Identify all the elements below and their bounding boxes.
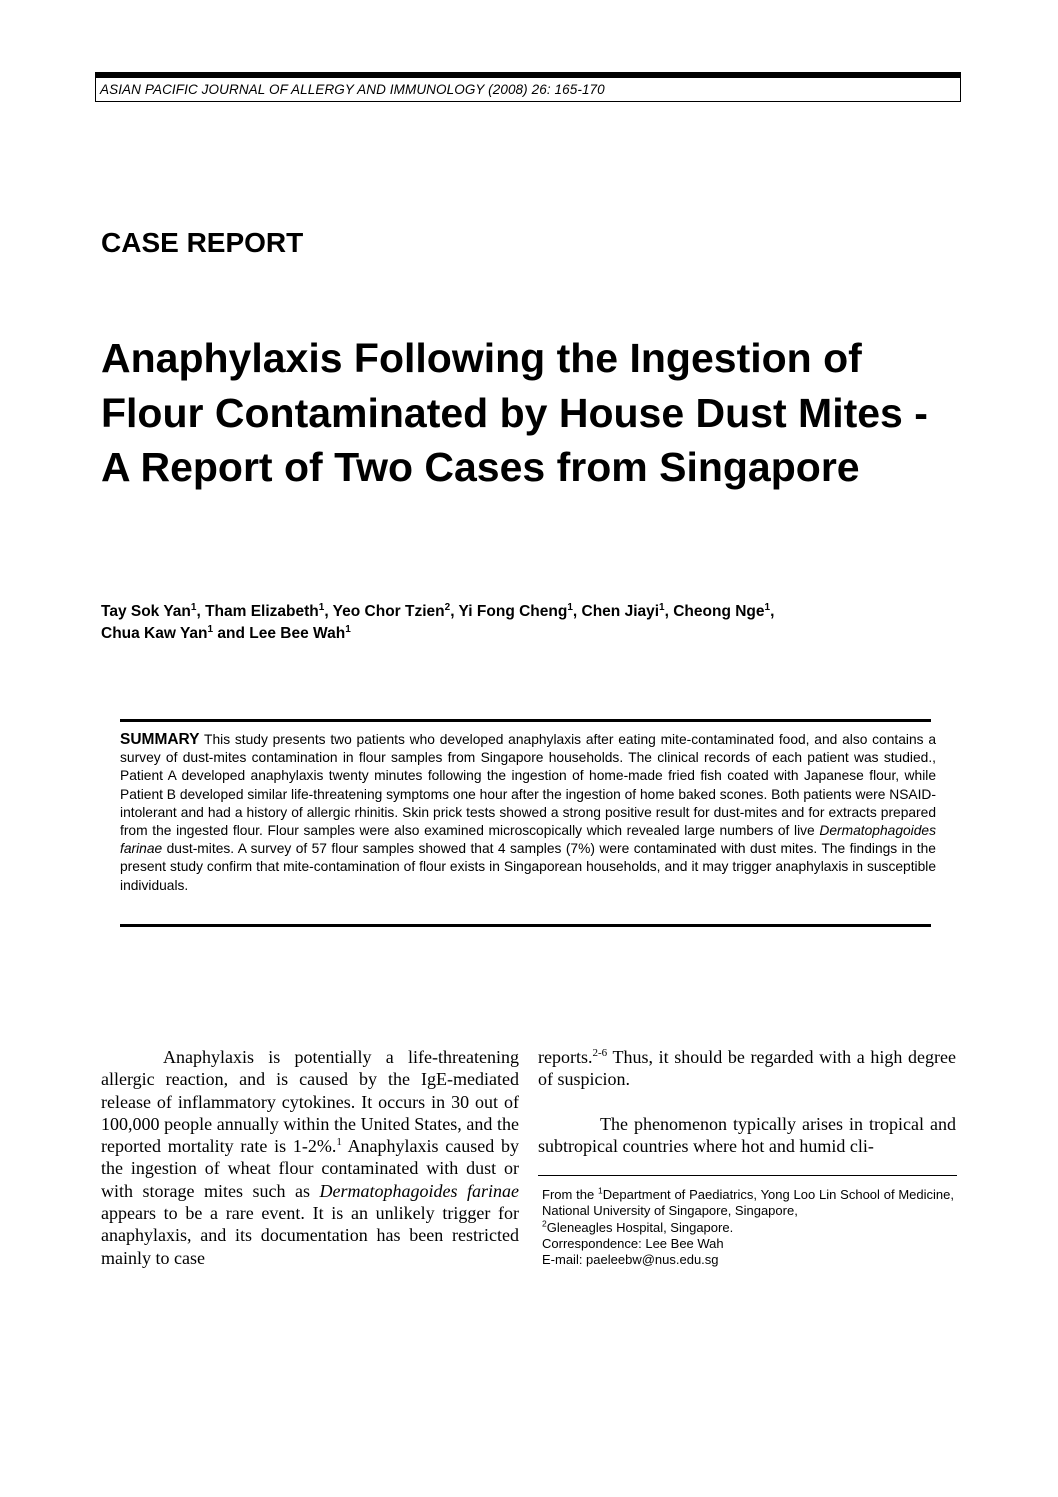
body-text: Anaphylaxis caused by the ingestion of wheat flour contaminated with dust or with storage mites such as <box>101 1136 519 1201</box>
footnote-divider <box>538 1175 957 1176</box>
author: Tham Elizabeth <box>205 603 319 620</box>
email-contact[interactable]: E-mail: paeleebw@nus.edu.sg <box>542 1252 719 1268</box>
author-conjunction: and <box>217 625 245 642</box>
affiliation-mark: 1 <box>598 1185 603 1196</box>
body-paragraph <box>538 1046 956 1091</box>
affiliation-mark: 2 <box>542 1218 547 1229</box>
body-text: appears to be a rare event. It is an unlikely trigger for anaphylaxis, and its documentation has been restricted mainly to case <box>101 1203 519 1268</box>
summary-top-rule <box>120 719 931 722</box>
body-column-right <box>538 1046 956 1157</box>
author: Lee Bee Wah <box>249 625 346 642</box>
body-column-left <box>101 1046 519 1269</box>
summary-species-name: Dermatophagoides farinae <box>120 823 936 857</box>
affiliation-mark: 1 <box>764 601 771 613</box>
summary-bottom-rule <box>120 924 931 927</box>
journal-header <box>95 72 961 102</box>
affiliation-mark: 1 <box>207 623 214 635</box>
affiliation-mark: 2 <box>444 601 451 613</box>
author: Cheong Nge <box>673 603 765 620</box>
affiliation-2: Gleneagles Hospital, Singapore. <box>546 1219 734 1235</box>
body-text: Anaphylaxis is potentially a life-threatening allergic reaction, and is caused by the IgE-mediated release of inflammatory cytokines. It occurs in 30 out of 100,000 people annually within the United States, and the reported mortality rate is 1-2%. <box>101 1047 519 1157</box>
body-paragraph: The phenomenon typically arises in tropical and subtropical countries where hot and humid cli- <box>538 1113 956 1156</box>
summary-text: This study presents two patients who developed anaphylaxis after eating mite-contaminated food, and also contains a survey of dust-mites contamination in flour samples from Singapore households. The clinical records of each patient was studied., Patient A developed anaphylaxis twenty minutes following the ingestion of home-made fried fish coated with Japanese flour, while Patient B developed similar life-threatening symptoms one hour after the ingestion of home baked scones. Both patients were NSAID-intolerant and had a history of allergic rhinitis. Skin prick tests showed a strong positive result for dust-mites and for extracts prepared from the ingested flour. Flour samples were also examined microscopically which revealed large numbers of live <box>120 732 936 839</box>
affiliation-mark: 1 <box>567 601 573 613</box>
affiliation-mark: 1 <box>659 601 665 613</box>
author: Chen Jiayi <box>581 603 660 620</box>
summary-text-continued: dust-mites. A survey of 57 flour samples showed that 4 samples (7%) were contaminated with dust mites. The findings in the present study confirm that mite-contamination of flour exists in Singaporean households, and it may trigger anaphylaxis in susceptible individuals. <box>120 841 936 893</box>
journal-citation: ASIAN PACIFIC JOURNAL OF ALLERGY AND IMMUNOLOGY (2008) 26: 165-170 <box>100 82 605 97</box>
author: Yi Fong Cheng <box>458 603 568 620</box>
affiliation-mark: 1 <box>190 601 197 613</box>
article-title: Anaphylaxis Following the Ingestion of Flour Contaminated by House Dust Mites - A Report of Two Cases from Singapore <box>101 335 928 490</box>
summary-heading: SUMMARY <box>120 731 200 748</box>
affiliation-footnote <box>542 1187 954 1268</box>
affiliation-mark: 1 <box>345 623 351 635</box>
body-paragraph <box>101 1046 519 1269</box>
body-text: Thus, it should be regarded with a high degree of suspicion. <box>538 1047 957 1090</box>
footnote-from: From the <box>542 1187 595 1202</box>
summary-abstract <box>120 731 936 895</box>
citation-ref: 1 <box>336 1136 342 1149</box>
author: Tay Sok Yan <box>101 603 191 620</box>
author: Chua Kaw Yan <box>101 625 208 642</box>
affiliation-mark: 1 <box>318 601 325 613</box>
correspondence: Correspondence: Lee Bee Wah <box>542 1235 724 1251</box>
section-label: CASE REPORT <box>101 227 304 258</box>
author-list: Tay Sok Yan$^1$, Tham Elizabeth$^1$, Yeo Chor Tzien$^2$, Yi Fong Cheng$^1$, Chen Jiayi$^1$, Cheong Nge$^1$, Chua Kaw Yan$^1$ and Lee Bee Wah$^1$ <box>101 601 775 642</box>
body-text: reports. <box>538 1047 593 1067</box>
citation-ref: 2-6 <box>592 1047 608 1059</box>
author: Yeo Chor Tzien <box>332 603 445 620</box>
affiliations <box>542 1187 954 1236</box>
species-name: Dermatophagoides farinae <box>319 1180 520 1201</box>
affiliation-1: Department of Paediatrics, Yong Loo Lin School of Medicine, National University of Singapore, Singapore, <box>542 1187 954 1219</box>
